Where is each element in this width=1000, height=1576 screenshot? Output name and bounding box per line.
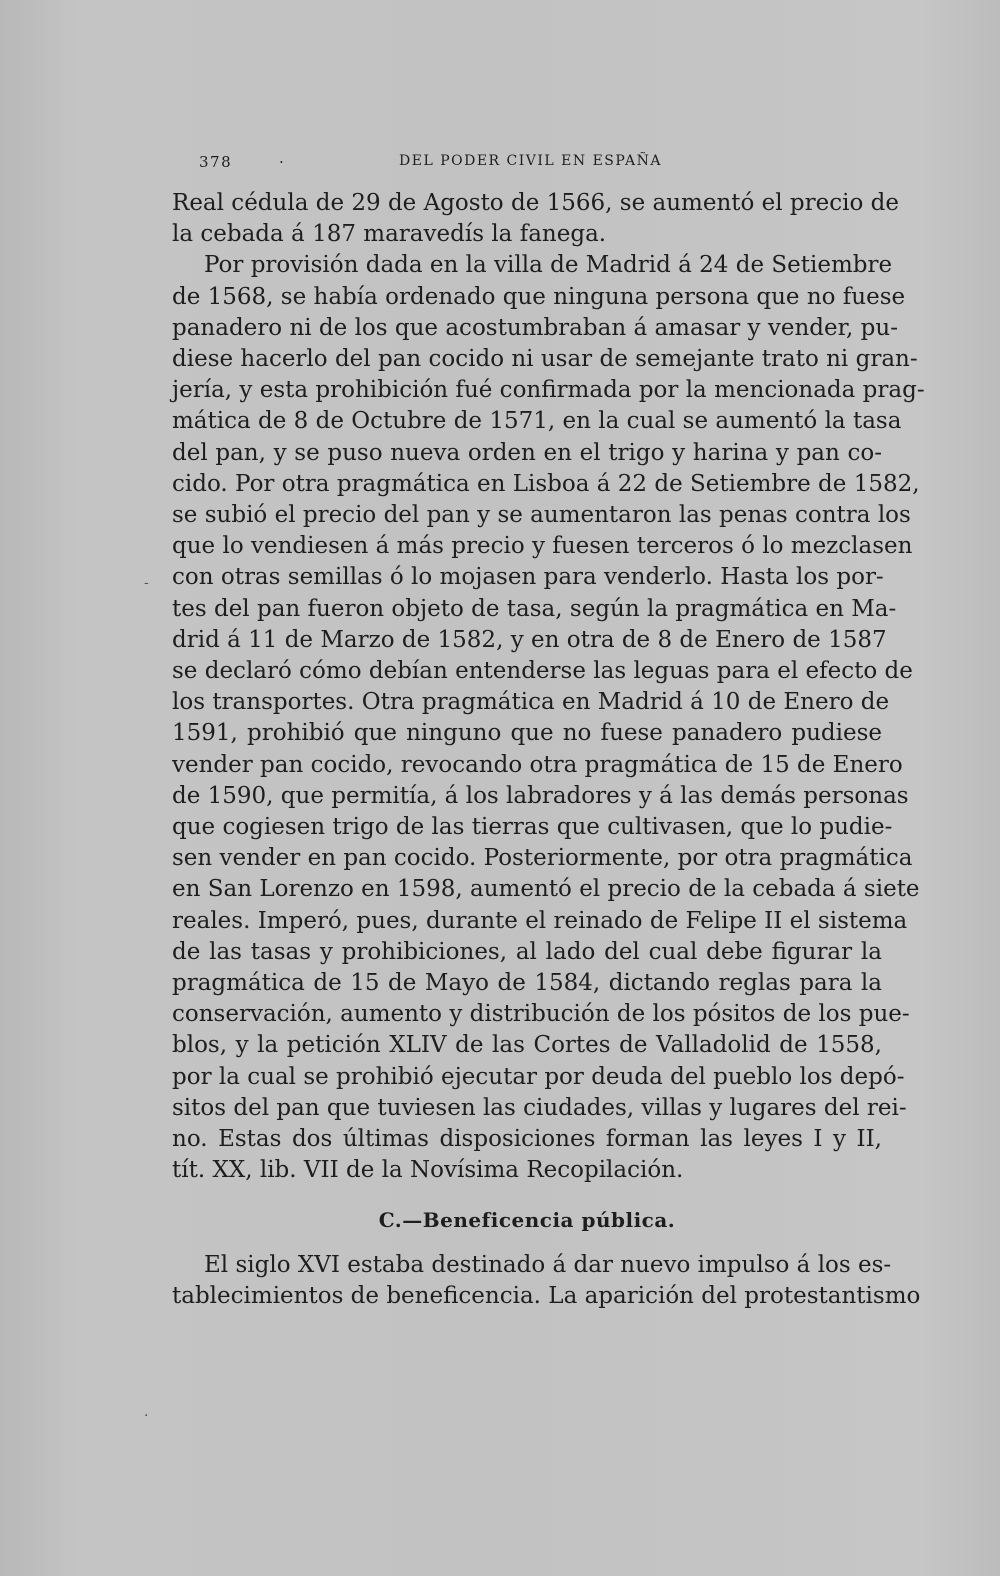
text-line: jería, y esta prohibición fué confirmada por la mencionada prag- [172, 377, 925, 404]
body-text [172, 188, 925, 1312]
text-line: sitos del pan que tuviesen las ciudades, villas y lugares del rei- [172, 1094, 907, 1121]
text-line: con otras semillas ó lo mojasen para venderlo. Hasta los por- [172, 564, 884, 591]
text-line: panadero ni de los que acostumbraban á amasar y vender, pu- [172, 314, 898, 341]
text-line: pragmática de 15 de Mayo de 1584, dictando reglas para la [172, 970, 882, 997]
text-line: mática de 8 de Octubre de 1571, en la cual se aumentó la tasa [172, 408, 902, 435]
margin-mark: · [144, 1408, 149, 1424]
text-line: que cogiesen trigo de las tierras que cultivasen, que lo pudie- [172, 814, 893, 841]
text-line: blos, y la petición XLIV de las Cortes de Valladolid de 1558, [172, 1032, 882, 1059]
margin-mark: ‐ [144, 575, 149, 591]
text-line: del pan, y se puso nueva orden en el trigo y harina y pan co- [172, 439, 882, 466]
text-line: conservación, aumento y distribución de los pósitos de los pue- [172, 1001, 910, 1028]
text-line: reales. Imperó, pues, durante el reinado de Felipe II el sistema [172, 907, 908, 934]
text-line: los transportes. Otra pragmática en Madrid á 10 de Enero de [172, 689, 890, 716]
text-line: tes del pan fueron objeto de tasa, según la pragmática en Ma- [172, 595, 897, 622]
paragraph-3 [172, 1250, 921, 1312]
text-line: sen vender en pan cocido. Posteriormente, por otra pragmática [172, 845, 913, 872]
running-title: DEL PODER CIVIL EN ESPAÑA [399, 153, 662, 169]
paragraph-1 [172, 188, 899, 250]
text-line: se subió el precio del pan y se aumentaron las penas contra los [172, 502, 911, 529]
text-line: de 1568, se había ordenado que ninguna persona que no fuese [172, 283, 906, 310]
page-number: 378 [199, 153, 233, 171]
paragraph-2 [172, 250, 925, 1186]
text-line: cido. Por otra pragmática en Lisboa á 22 de Setiembre de 1582, [172, 470, 920, 497]
text-line: que lo vendiesen á más precio y fuesen terceros ó lo mezclasen [172, 533, 913, 560]
text-line: Por provisión dada en la villa de Madrid á 24 de Setiembre [204, 252, 893, 279]
text-line: de 1590, que permitía, á los labradores y á las demás personas [172, 782, 909, 809]
text-line: se declaró cómo debían entenderse las leguas para el efecto de [172, 658, 913, 685]
text-line: drid á 11 de Marzo de 1582, y en otra de 8 de Enero de 1587 [172, 626, 887, 653]
section-title: C.—Beneficencia pública. [378, 1207, 676, 1232]
text-line: vender pan cocido, revocando otra pragmática de 15 de Enero [172, 751, 903, 778]
header-separator: . [279, 149, 286, 167]
text-line: la cebada á 187 maravedís la fanega. [172, 221, 607, 248]
text-line: Real cédula de 29 de Agosto de 1566, se aumentó el precio de [172, 190, 899, 216]
text-line: tít. XX, lib. VII de la Novísima Recopilación. [172, 1157, 684, 1184]
text-line: diese hacerlo del pan cocido ni usar de semejante trato ni gran- [172, 346, 918, 373]
text-line: 1591, prohibió que ninguno que no fuese panadero pudiese [172, 720, 882, 747]
text-line: no. Estas dos últimas disposiciones forman las leyes I y II, [172, 1126, 882, 1153]
text-line: por la cual se prohibió ejecutar por deuda del pueblo los depó- [172, 1063, 905, 1090]
page-header [199, 149, 679, 177]
text-line: El siglo XVI estaba destinado á dar nuevo impulso á los es- [204, 1251, 892, 1278]
text-line: de las tasas y prohibiciones, al lado del cual debe figurar la [172, 938, 882, 965]
text-line: en San Lorenzo en 1598, aumentó el precio de la cebada á siete [172, 876, 920, 903]
text-line: tablecimientos de beneficencia. La aparición del protestantismo [172, 1282, 921, 1309]
